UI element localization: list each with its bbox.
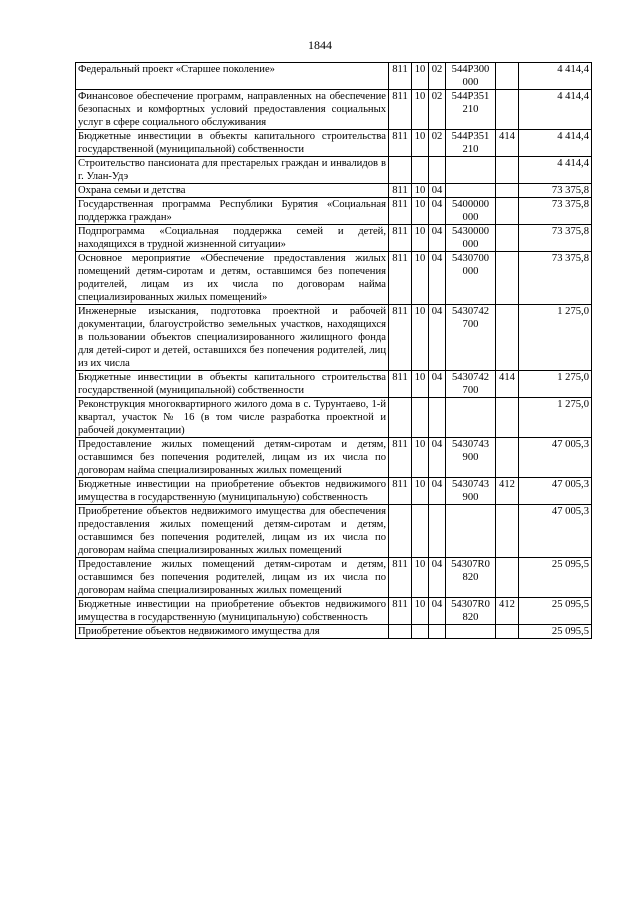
target-article-code: 54307R0 820 xyxy=(446,558,496,598)
row-name: Подпрограмма «Социальная поддержка семей и детей, находящихся в трудной жизненной ситуации» xyxy=(76,225,389,252)
row-name: Федеральный проект «Старшее поколение» xyxy=(76,63,389,90)
table-row xyxy=(76,184,592,198)
ministry-code xyxy=(389,625,412,639)
ministry-code: 811 xyxy=(389,305,412,371)
expense-type-code xyxy=(496,225,519,252)
expense-type-code: 412 xyxy=(496,478,519,505)
subsection-code xyxy=(429,625,446,639)
ministry-code: 811 xyxy=(389,130,412,157)
table-row xyxy=(76,478,592,505)
table-row xyxy=(76,63,592,90)
expense-type-code xyxy=(496,398,519,438)
amount: 25 095,5 xyxy=(519,598,592,625)
expense-type-code xyxy=(496,184,519,198)
amount: 47 005,3 xyxy=(519,478,592,505)
amount: 1 275,0 xyxy=(519,371,592,398)
subsection-code: 02 xyxy=(429,130,446,157)
subsection-code: 04 xyxy=(429,598,446,625)
target-article-code: 54307R0 820 xyxy=(446,598,496,625)
subsection-code: 04 xyxy=(429,252,446,305)
section-code: 10 xyxy=(412,558,429,598)
table-row xyxy=(76,157,592,184)
ministry-code: 811 xyxy=(389,252,412,305)
subsection-code: 04 xyxy=(429,371,446,398)
target-article-code: 544P351 210 xyxy=(446,130,496,157)
amount: 4 414,4 xyxy=(519,90,592,130)
section-code xyxy=(412,505,429,558)
row-name: Охрана семьи и детства xyxy=(76,184,389,198)
section-code: 10 xyxy=(412,252,429,305)
row-name: Бюджетные инвестиции в объекты капитального строительства государственной (муниципальной) собственности xyxy=(76,130,389,157)
row-name: Инженерные изыскания, подготовка проектной и рабочей документации, благоустройство земельных участков, находящихся в пользовании объектов специализированного жилищного фонда для детей-сирот и детей, оставшихся без попечения родителей, лиц из их числа xyxy=(76,305,389,371)
row-name: Приобретение объектов недвижимого имущества для обеспечения предоставления жилых помещений детям-сиротам и детям, оставшимся без попечения родителей, лицам из их числа по договорам найма специализированных жилых помещений xyxy=(76,505,389,558)
subsection-code: 04 xyxy=(429,478,446,505)
subsection-code: 04 xyxy=(429,558,446,598)
target-article-code xyxy=(446,184,496,198)
target-article-code: 5430742 700 xyxy=(446,305,496,371)
row-name: Бюджетные инвестиции в объекты капитального строительства государственной (муниципальной) собственности xyxy=(76,371,389,398)
ministry-code: 811 xyxy=(389,598,412,625)
expense-type-code xyxy=(496,438,519,478)
table-row xyxy=(76,198,592,225)
section-code xyxy=(412,398,429,438)
section-code: 10 xyxy=(412,478,429,505)
amount: 73 375,8 xyxy=(519,184,592,198)
expense-type-code xyxy=(496,625,519,639)
section-code: 10 xyxy=(412,198,429,225)
amount: 73 375,8 xyxy=(519,198,592,225)
subsection-code: 04 xyxy=(429,198,446,225)
subsection-code xyxy=(429,157,446,184)
ministry-code xyxy=(389,157,412,184)
row-name: Приобретение объектов недвижимого имущества для xyxy=(76,625,389,639)
section-code: 10 xyxy=(412,225,429,252)
amount: 1 275,0 xyxy=(519,305,592,371)
amount: 47 005,3 xyxy=(519,505,592,558)
amount: 73 375,8 xyxy=(519,252,592,305)
expense-type-code xyxy=(496,505,519,558)
target-article-code: 5430742 700 xyxy=(446,371,496,398)
row-name: Финансовое обеспечение программ, направленных на обеспечение безопасных и комфортных условий предоставления социальных услуг в сфере социального обслуживания xyxy=(76,90,389,130)
table-row xyxy=(76,398,592,438)
amount: 4 414,4 xyxy=(519,157,592,184)
table-row xyxy=(76,558,592,598)
expense-type-code xyxy=(496,198,519,225)
expense-type-code xyxy=(496,157,519,184)
target-article-code xyxy=(446,625,496,639)
row-name: Предоставление жилых помещений детям-сиротам и детям, оставшимся без попечения родителей, лицам из их числа по договорам найма специализированных жилых помещений xyxy=(76,558,389,598)
subsection-code: 04 xyxy=(429,438,446,478)
section-code: 10 xyxy=(412,184,429,198)
target-article-code xyxy=(446,157,496,184)
ministry-code xyxy=(389,398,412,438)
amount: 4 414,4 xyxy=(519,63,592,90)
target-article-code: 5400000 000 xyxy=(446,198,496,225)
table-row xyxy=(76,438,592,478)
table-row xyxy=(76,598,592,625)
page-number: 1844 xyxy=(308,38,332,52)
expense-type-code: 414 xyxy=(496,371,519,398)
target-article-code: 544P300 000 xyxy=(446,63,496,90)
subsection-code xyxy=(429,505,446,558)
row-name: Бюджетные инвестиции на приобретение объектов недвижимого имущества в государственную (муниципальную) собственность xyxy=(76,598,389,625)
section-code xyxy=(412,157,429,184)
target-article-code: 5430000 000 xyxy=(446,225,496,252)
section-code: 10 xyxy=(412,598,429,625)
ministry-code: 811 xyxy=(389,198,412,225)
target-article-code: 5430743 900 xyxy=(446,438,496,478)
target-article-code: 5430700 000 xyxy=(446,252,496,305)
table-row xyxy=(76,225,592,252)
ministry-code: 811 xyxy=(389,478,412,505)
ministry-code: 811 xyxy=(389,371,412,398)
amount: 1 275,0 xyxy=(519,398,592,438)
row-name: Реконструкция многоквартирного жилого дома в с. Турунтаево, 1-й квартал, участок № 16 (в том числе разработка проектной и рабочей документации) xyxy=(76,398,389,438)
subsection-code: 02 xyxy=(429,90,446,130)
subsection-code: 02 xyxy=(429,63,446,90)
ministry-code: 811 xyxy=(389,184,412,198)
row-name: Предоставление жилых помещений детям-сиротам и детям, оставшимся без попечения родителей, лицам из их числа по договорам найма специализированных жилых помещений xyxy=(76,438,389,478)
subsection-code: 04 xyxy=(429,305,446,371)
table-row xyxy=(76,130,592,157)
amount: 25 095,5 xyxy=(519,558,592,598)
section-code: 10 xyxy=(412,130,429,157)
target-article-code xyxy=(446,398,496,438)
expense-type-code xyxy=(496,63,519,90)
row-name: Государственная программа Республики Бурятия «Социальная поддержка граждан» xyxy=(76,198,389,225)
section-code: 10 xyxy=(412,438,429,478)
section-code: 10 xyxy=(412,305,429,371)
expense-type-code xyxy=(496,90,519,130)
ministry-code: 811 xyxy=(389,558,412,598)
expense-type-code xyxy=(496,558,519,598)
expense-type-code: 414 xyxy=(496,130,519,157)
section-code: 10 xyxy=(412,63,429,90)
ministry-code: 811 xyxy=(389,438,412,478)
ministry-code: 811 xyxy=(389,225,412,252)
budget-table xyxy=(75,62,592,639)
expense-type-code xyxy=(496,252,519,305)
row-name: Строительство пансионата для престарелых граждан и инвалидов в г. Улан-Удэ xyxy=(76,157,389,184)
amount: 47 005,3 xyxy=(519,438,592,478)
table-row xyxy=(76,90,592,130)
table-row xyxy=(76,505,592,558)
subsection-code: 04 xyxy=(429,184,446,198)
table-row xyxy=(76,252,592,305)
amount: 25 095,5 xyxy=(519,625,592,639)
ministry-code: 811 xyxy=(389,90,412,130)
table-row xyxy=(76,625,592,639)
ministry-code: 811 xyxy=(389,63,412,90)
expense-type-code xyxy=(496,305,519,371)
amount: 73 375,8 xyxy=(519,225,592,252)
target-article-code: 5430743 900 xyxy=(446,478,496,505)
row-name: Бюджетные инвестиции на приобретение объектов недвижимого имущества в государственную (муниципальную) собственность xyxy=(76,478,389,505)
section-code: 10 xyxy=(412,371,429,398)
ministry-code xyxy=(389,505,412,558)
amount: 4 414,4 xyxy=(519,130,592,157)
subsection-code: 04 xyxy=(429,225,446,252)
section-code xyxy=(412,625,429,639)
expense-type-code: 412 xyxy=(496,598,519,625)
subsection-code xyxy=(429,398,446,438)
row-name: Основное мероприятие «Обеспечение предоставления жилых помещений детям-сиротам и детям, оставшимся без попечения родителей, лицам из их числа по договорам найма специализированных жилых помещений» xyxy=(76,252,389,305)
target-article-code: 544P351 210 xyxy=(446,90,496,130)
section-code: 10 xyxy=(412,90,429,130)
table-row xyxy=(76,371,592,398)
table-row xyxy=(76,305,592,371)
target-article-code xyxy=(446,505,496,558)
